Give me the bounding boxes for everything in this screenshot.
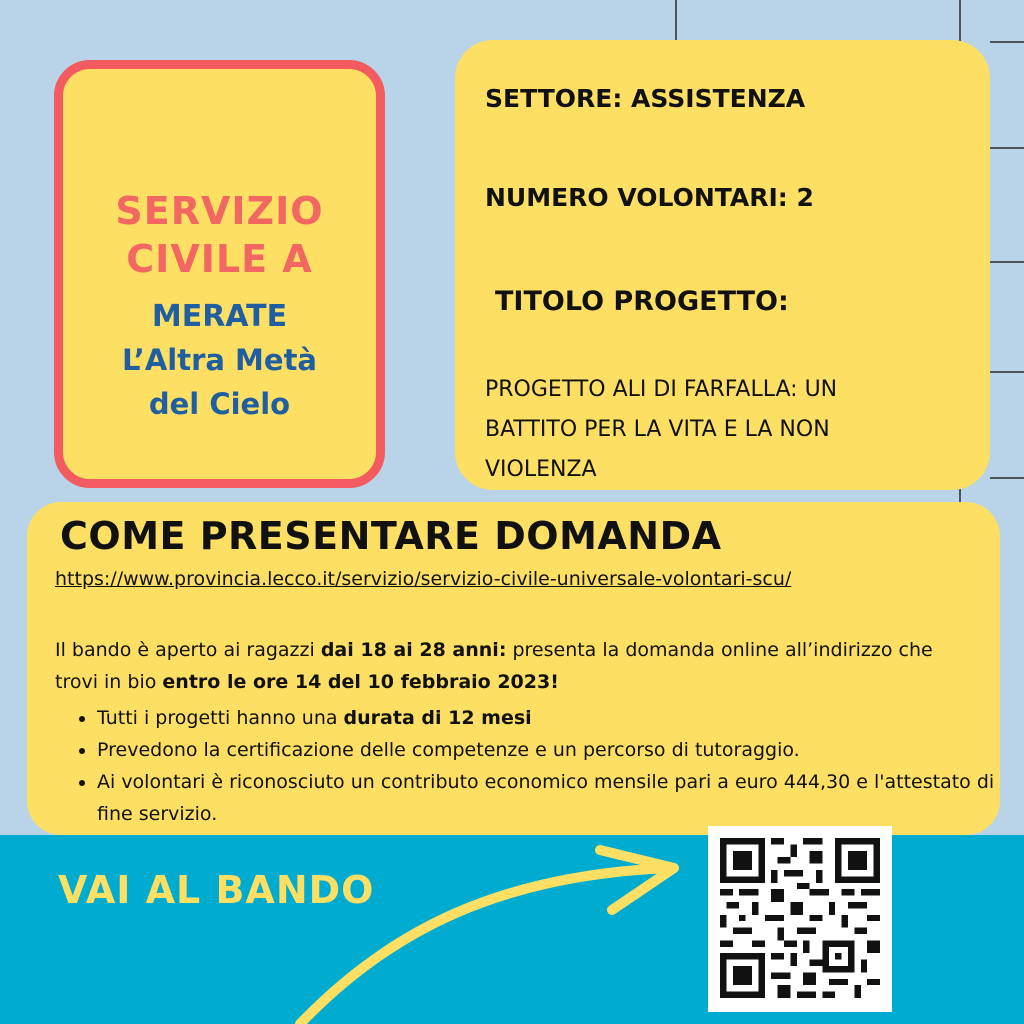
bullet-contribution: • Ai volontari è riconosciuto un contributo economico mensile pari a euro 444,30 e l'attestato di fine servizio. [97,766,1017,830]
project-info-card [455,40,990,490]
apply-heading: COME PRESENTARE DOMANDA [60,514,722,558]
apply-body [55,634,965,698]
bullet-duration [97,702,1017,734]
body-deadline: entro le ore 14 del 10 febbraio 2023! [162,671,559,693]
title-line-2: CIVILE A [126,237,313,281]
qr-code[interactable] [708,826,892,1012]
body-age-range: dai 18 ai 28 anni: [320,639,507,661]
org-name-line-1: L’Altra Metà [122,343,317,377]
apply-card [27,502,1000,835]
volontari-label: NUMERO VOLONTARI: 2 [485,183,814,212]
bullet-duration-text: Tutti i progetti hanno una [97,707,344,729]
title-city: MERATE [151,299,288,334]
bullet-duration-value: durata di 12 mesi [343,707,532,729]
cta-vai-al-bando[interactable]: VAI AL BANDO [58,868,375,912]
body-text-1: Il bando è aperto ai ragazzi [55,639,321,661]
title-line-1: SERVIZIO [115,189,324,233]
org-name-line-2: del Cielo [148,387,291,421]
body-text-2: presenta la domanda online all’indirizzo che trovi in bio [55,639,933,693]
bullet-certification: • Prevedono la certificazione delle competenze e un percorso di tutoraggio. [97,734,1017,766]
apply-bullet-list [55,702,1017,830]
qr-code-icon [720,838,880,998]
settore-label: SETTORE: ASSISTENZA [485,84,806,113]
apply-link[interactable]: https://www.provincia.lecco.it/servizio/servizio-civile-universale-volontari-scu/ [55,568,792,590]
titolo-label: TITOLO PROGETTO: [495,286,789,317]
titolo-value: PROGETTO ALI DI FARFALLA: UN BATTITO PER LA VITA E LA NON VIOLENZA [485,377,838,482]
title-card [54,60,385,488]
